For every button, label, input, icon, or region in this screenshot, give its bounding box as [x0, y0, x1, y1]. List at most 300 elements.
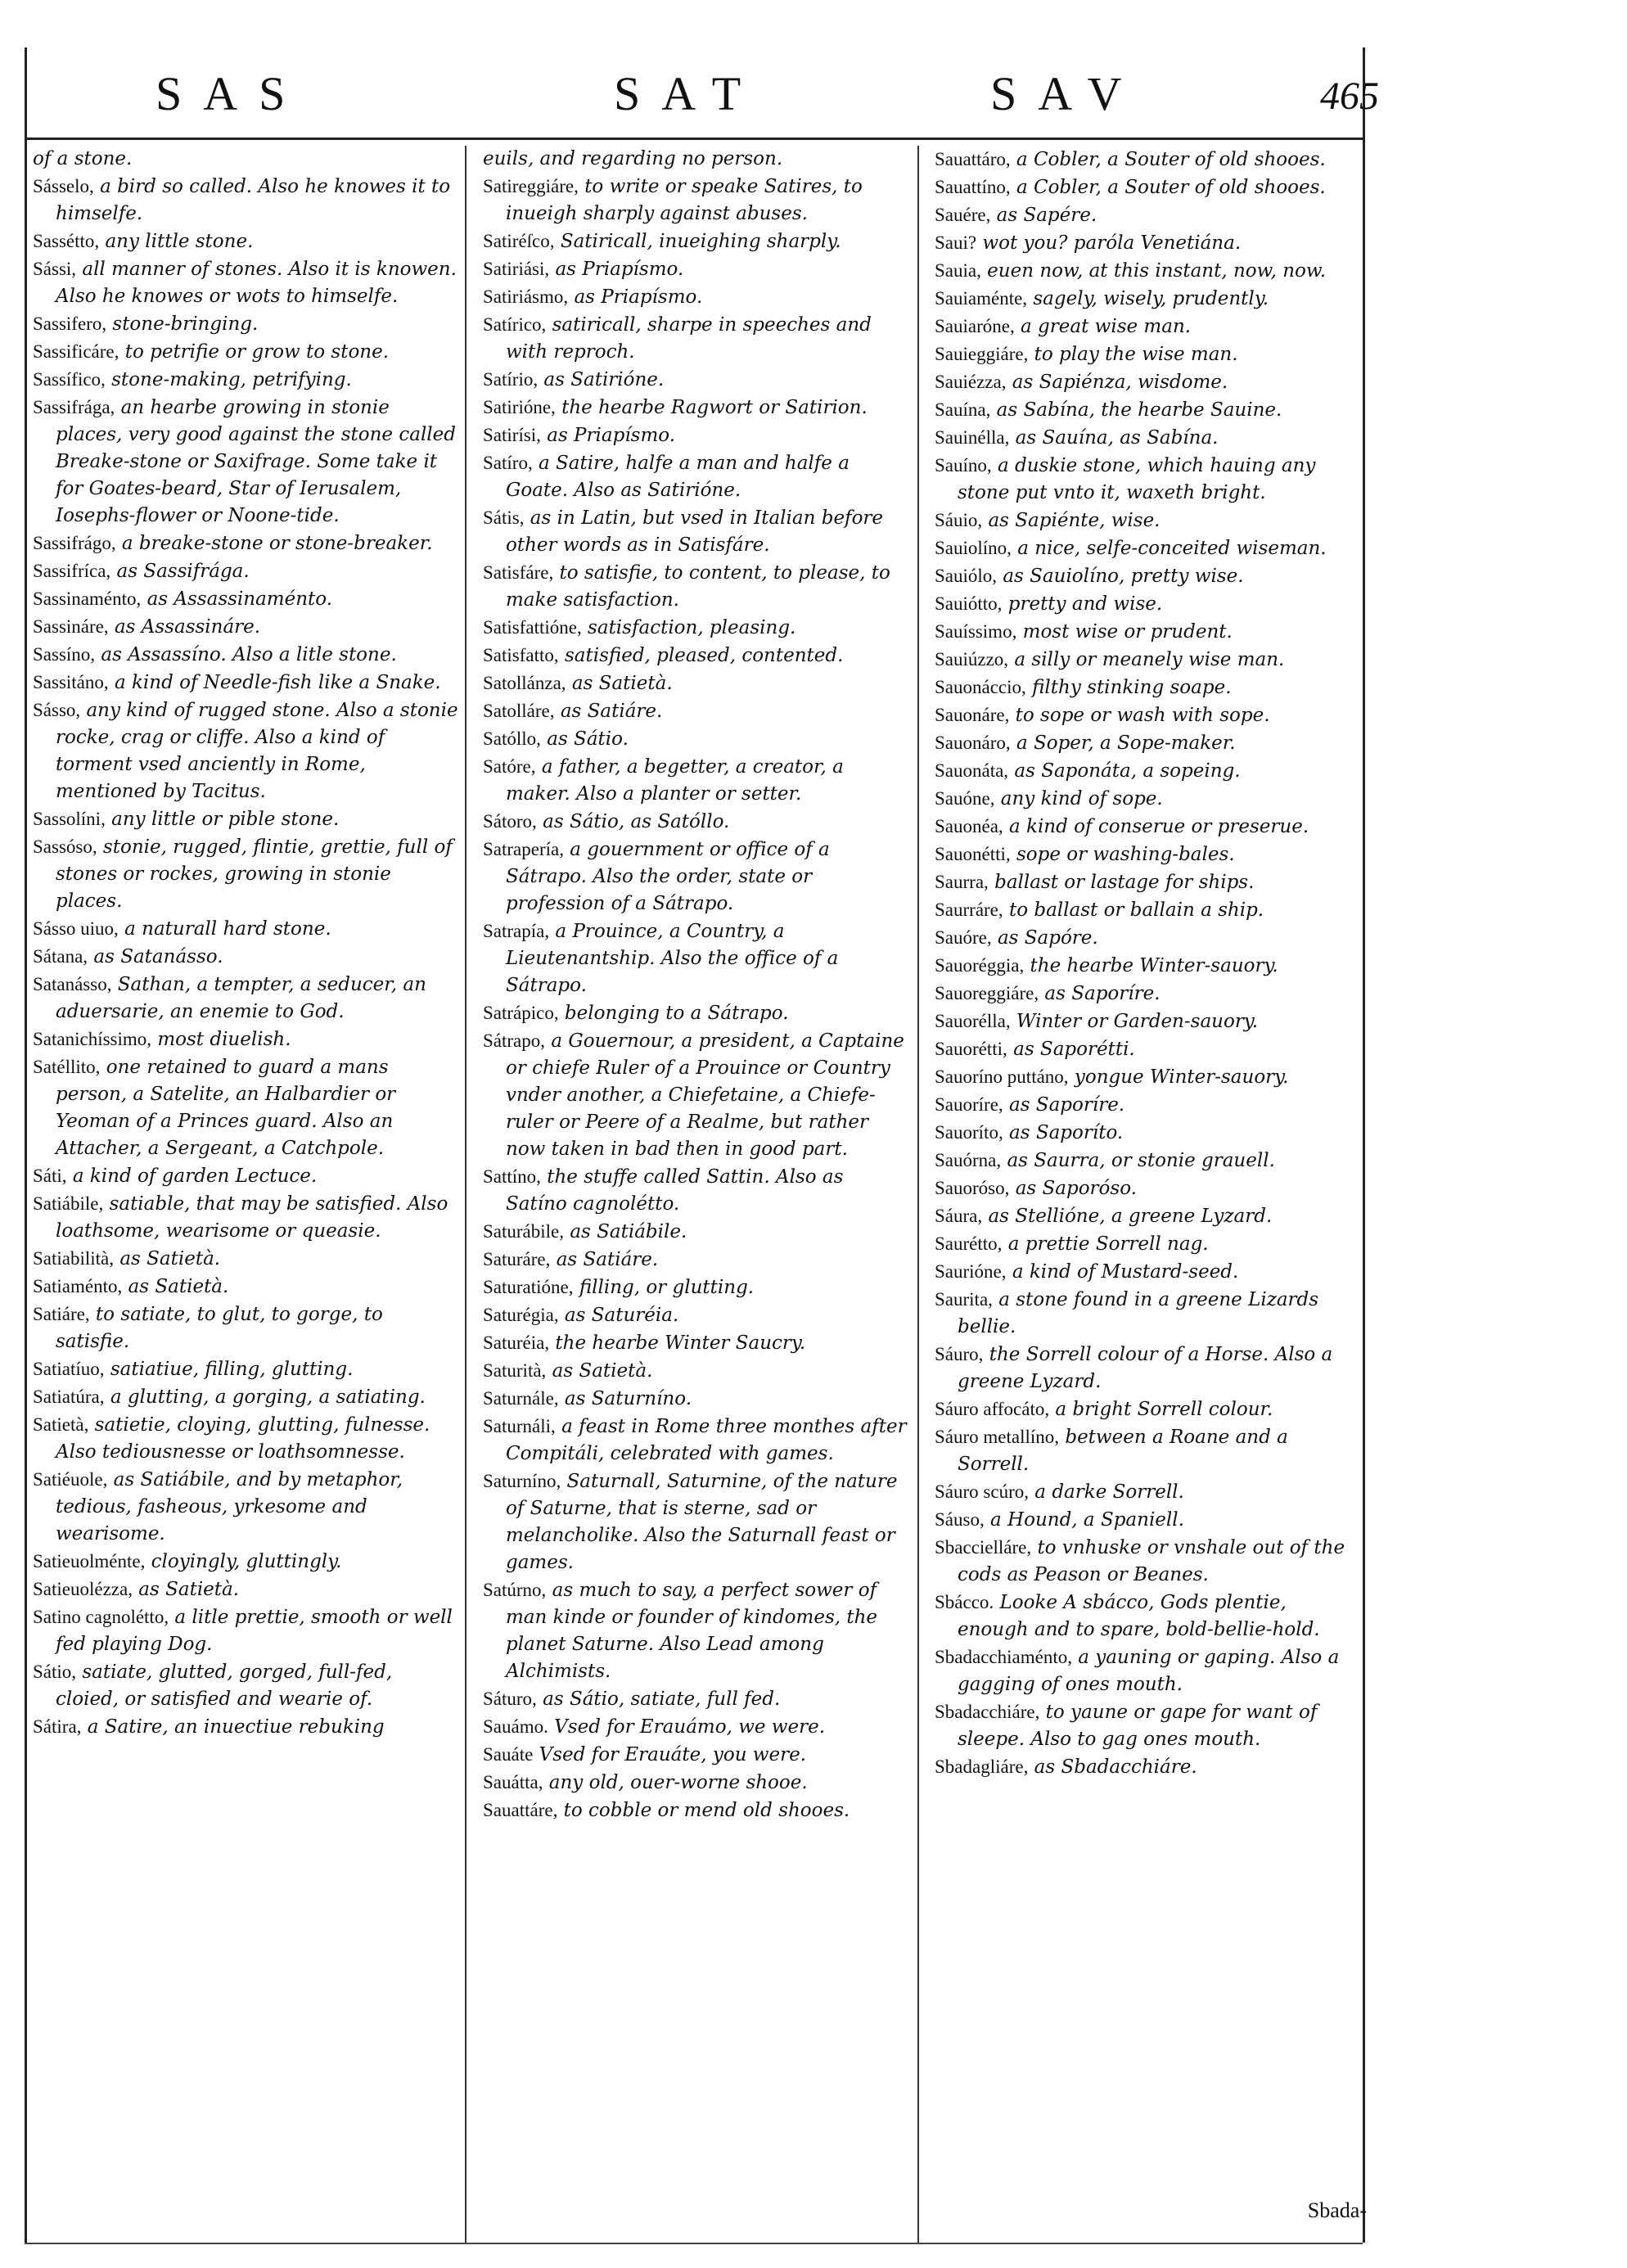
definition: a nice, selfe-conceited wiseman. — [1017, 538, 1327, 559]
definition: as in Latin, but vsed in Italian before other words as in Satisfáre. — [506, 507, 884, 556]
dictionary-entry — [483, 366, 908, 394]
headword: Sbadacchiáre, — [935, 1702, 1040, 1722]
headword: Satisfatto, — [483, 645, 559, 665]
headword: Sáuso, — [935, 1509, 985, 1530]
headword: Satúrno, — [483, 1580, 547, 1600]
dictionary-entry — [33, 310, 458, 338]
headword: Satiatíuo, — [33, 1359, 105, 1379]
definition: a kind of Mustard-seed. — [1012, 1261, 1239, 1283]
definition: Satiricall, inueighing sharply. — [560, 231, 841, 252]
dictionary-entry — [935, 146, 1360, 174]
column-left — [33, 146, 458, 2241]
dictionary-entry — [33, 613, 458, 641]
headword: Satietà, — [33, 1414, 89, 1435]
headword: Satrapería, — [483, 839, 564, 859]
dictionary-entry — [483, 1385, 908, 1413]
definition: as much to say, a perfect sower of man kinde or founder of kindomes, the planet Saturne. Also Lead among Alchimists. — [506, 1580, 878, 1682]
dictionary-entry — [935, 452, 1360, 507]
headword: Saurióne, — [935, 1261, 1007, 1282]
headword: Saturnáli, — [483, 1416, 556, 1436]
dictionary-entry — [935, 534, 1360, 562]
headword: Satieuolménte, — [33, 1551, 146, 1571]
dictionary-entry — [33, 1301, 458, 1355]
definition: a Hound, a Spaniell. — [990, 1509, 1184, 1531]
headword: Sauieggiáre, — [935, 344, 1029, 364]
definition: satietie, cloying, glutting, fulnesse. Also tediousnesse or loathsomnesse. — [56, 1414, 430, 1463]
definition: as Sabína, the hearbe Sauine. — [996, 399, 1282, 421]
definition: Winter or Garden-sauory. — [1016, 1011, 1259, 1032]
headword: Satiatúra, — [33, 1387, 105, 1407]
headword: Sauattáre, — [483, 1800, 558, 1820]
headword: Sassifero, — [33, 313, 107, 334]
headword: Sassifrágo, — [33, 533, 116, 553]
dictionary-entry — [935, 1230, 1360, 1258]
dictionary-entry — [935, 174, 1360, 201]
definition: as Sapóre. — [997, 927, 1098, 949]
headword: Sassinaménto, — [33, 588, 142, 609]
dictionary-entry — [33, 366, 458, 394]
headword: Sáti, — [33, 1166, 67, 1186]
dictionary-entry — [483, 1274, 908, 1301]
headword: Sassitáno, — [33, 672, 109, 692]
headword: Sauorétti, — [935, 1039, 1007, 1059]
headword: Satírico, — [483, 314, 547, 335]
dictionary-entry — [935, 841, 1360, 868]
headword: Sauíssimo, — [935, 621, 1017, 642]
dictionary-entry — [935, 590, 1360, 618]
definition: cloyingly, gluttingly. — [151, 1551, 342, 1572]
definition: satiatiue, filling, glutting. — [110, 1359, 354, 1380]
dictionary-entry — [33, 697, 458, 805]
headword: Sauóne, — [935, 788, 995, 809]
dictionary-entry — [483, 1329, 908, 1357]
dictionary-entry — [33, 228, 458, 255]
guide-word-middle: SAT — [614, 67, 763, 120]
definition: ballast or lastage for ships. — [994, 872, 1255, 893]
headword: Sauátta, — [483, 1772, 543, 1792]
dictionary-entry — [483, 999, 908, 1027]
definition: satisfaction, pleasing. — [588, 617, 796, 638]
headword: Satanichíssimo, — [33, 1029, 152, 1049]
headword: Sáuro metallíno, — [935, 1427, 1060, 1447]
dictionary-entry — [483, 504, 908, 559]
guide-word-right: SAV — [990, 67, 1143, 120]
dictionary-entry — [483, 642, 908, 670]
column-divider — [917, 146, 919, 2243]
definition: a litle prettie, smooth or well fed playing Dog. — [56, 1607, 453, 1655]
dictionary-entry — [483, 614, 908, 642]
dictionary-entry — [33, 1383, 458, 1411]
headword: Sauonáro, — [935, 733, 1011, 753]
definition: as Saponáta, a sopeing. — [1014, 760, 1241, 782]
definition: as Stellióne, a greene Lyzard. — [988, 1206, 1273, 1227]
headword: Satóre, — [483, 756, 536, 777]
headword: Sauoríto, — [935, 1122, 1003, 1143]
headword: Satolláre, — [483, 701, 555, 721]
dictionary-entry — [33, 669, 458, 697]
headword: Satiabilità, — [33, 1248, 115, 1269]
definition: between a Roane and a Sorrell. — [958, 1427, 1288, 1475]
headword: Sassináre, — [33, 616, 109, 637]
definition: a stone found in a greene Lizards bellie. — [958, 1289, 1319, 1337]
dictionary-entry — [483, 1027, 908, 1163]
dictionary-entry — [483, 1468, 908, 1576]
definition: a feast in Rome three monthes after Compitáli, celebrated with games. — [506, 1416, 907, 1464]
dictionary-entry — [33, 1411, 458, 1466]
headword: Sássi, — [33, 259, 77, 279]
dictionary-entry — [935, 1091, 1360, 1119]
dictionary-entry — [935, 1423, 1360, 1478]
definition: Vsed for Erauáte, you were. — [539, 1744, 807, 1765]
definition: most wise or prudent. — [1022, 621, 1233, 643]
headword: Sauiézza, — [935, 372, 1007, 392]
definition: the Sorrell colour of a Horse. Also a greene Lyzard. — [958, 1344, 1333, 1392]
definition: as Priapísmo. — [555, 259, 684, 280]
dictionary-entry — [483, 808, 908, 836]
page-number: 465 — [1320, 74, 1379, 118]
headword: Sbaccielláre, — [935, 1537, 1032, 1558]
dictionary-entry — [483, 1576, 908, 1685]
definition: one retained to guard a mans person, a Satelite, an Halbardier or Yeoman of a Princes guard. Also an Attacher, a Sergeant, a Catchpole. — [56, 1057, 396, 1159]
dictionary-entry — [483, 255, 908, 283]
dictionary-entry — [33, 146, 458, 173]
definition: to petrifie or grow to stone. — [124, 341, 390, 363]
definition: as Sbadacchiáre. — [1034, 1756, 1197, 1778]
dictionary-entry — [33, 394, 458, 530]
definition: any kind of rugged stone. Also a stonie rocke, crag or cliffe. Also a kind of torment vsed anciently in Rome, mentioned by Tacitus. — [56, 700, 458, 802]
headword: Sauiaróne, — [935, 316, 1015, 336]
dictionary-entry — [483, 449, 908, 504]
definition: as Sauína, as Sabína. — [1015, 427, 1219, 449]
dictionary-entry — [483, 670, 908, 697]
dictionary-entry — [33, 1162, 458, 1190]
headword: Sassóso, — [33, 836, 97, 857]
definition: a great wise man. — [1021, 316, 1192, 337]
headword: Satireggiáre, — [483, 176, 579, 196]
headword: Saui? — [935, 232, 977, 253]
definition: a bird so called. Also he knowes it to himselfe. — [56, 176, 451, 224]
headword: Satino cagnolétto, — [33, 1607, 169, 1627]
headword: Sauiólo, — [935, 566, 998, 586]
definition: a naturall hard stone. — [124, 918, 331, 940]
headword: Saurra, — [935, 872, 989, 892]
definition: as Sauiolíno, pretty wise. — [1003, 566, 1244, 587]
dictionary-entry — [33, 530, 458, 557]
definition: to satisfie, to content, to please, to make satisfaction. — [506, 562, 890, 611]
headword: Sauórna, — [935, 1150, 1002, 1170]
dictionary-entry — [483, 1797, 908, 1824]
definition: as Satiábile. — [570, 1221, 687, 1242]
headword: Sauére, — [935, 205, 991, 225]
headword: Sauiaménte, — [935, 288, 1028, 309]
headword: Saurétto, — [935, 1233, 1003, 1254]
dictionary-entry — [935, 1698, 1360, 1753]
headword: Satanásso, — [33, 974, 112, 994]
definition: a darke Sorrell. — [1034, 1481, 1184, 1503]
headword: Sátira, — [33, 1716, 82, 1737]
headword: Sauinélla, — [935, 427, 1010, 448]
dictionary-entry — [33, 255, 458, 310]
dictionary-entry — [935, 618, 1360, 646]
definition: as Saturéia. — [564, 1305, 679, 1326]
definition: a breake-stone or stone-breaker. — [121, 533, 433, 554]
dictionary-entry — [33, 1548, 458, 1576]
footer-rule — [25, 2243, 1363, 2244]
definition: most diuelish. — [157, 1029, 291, 1050]
headword: Sbácco. — [935, 1592, 994, 1612]
headword: Sauíno, — [935, 455, 992, 476]
headword: Sauonáccio, — [935, 677, 1026, 697]
dictionary-entry — [483, 1769, 908, 1797]
dictionary-entry — [935, 1534, 1360, 1589]
dictionary-entry — [935, 785, 1360, 813]
dictionary-entry — [483, 1741, 908, 1769]
headword: Satiéuole, — [33, 1469, 108, 1490]
dictionary-entry — [935, 396, 1360, 424]
definition: as Satiáre. — [556, 1249, 659, 1270]
headword: Sátana, — [33, 946, 88, 967]
header-rule — [25, 138, 1363, 140]
dictionary-entry — [935, 1119, 1360, 1147]
definition: belonging to a Sátrapo. — [564, 1003, 789, 1024]
definition: a prettie Sorrell nag. — [1007, 1233, 1209, 1255]
headword: Sassífico, — [33, 369, 106, 390]
definition: to play the wise man. — [1034, 344, 1238, 365]
dictionary-entry — [935, 1147, 1360, 1175]
definition: to vnhuske or vnshale out of the cods as Peason or Beanes. — [958, 1537, 1345, 1585]
headword: Satiáre, — [33, 1304, 90, 1324]
headword: Sauámo. — [483, 1716, 548, 1737]
headword: Sbadagliáre, — [935, 1756, 1029, 1777]
definition: as Sapére. — [996, 205, 1097, 226]
dictionary-entry — [33, 805, 458, 833]
definition: the hearbe Winter-sauory. — [1030, 955, 1278, 976]
dictionary-entry — [33, 557, 458, 585]
headword: Sáuro affocáto, — [935, 1399, 1050, 1419]
definition: as Satietà. — [138, 1579, 240, 1600]
dictionary-entry — [483, 918, 908, 999]
definition: a yauning or gaping. Also a gagging of ones mouth. — [958, 1647, 1340, 1695]
headword: Sassificáre, — [33, 341, 119, 362]
definition: any little or pible stone. — [111, 809, 340, 830]
headword: Sassíno, — [33, 644, 96, 665]
column-middle — [483, 146, 908, 2241]
definition: the hearbe Winter Saucry. — [555, 1332, 806, 1354]
definition: a kind of conserue or preserue. — [1008, 816, 1309, 837]
dictionary-entry — [483, 725, 908, 753]
definition: as Assassinaménto. — [146, 588, 333, 610]
dictionary-entry — [935, 340, 1360, 368]
headword: Sátrapo, — [483, 1030, 546, 1051]
headword: Satisfattióne, — [483, 617, 582, 638]
definition: as Sátio, as Satóllo. — [543, 811, 730, 832]
definition: to satiate, to glut, to gorge, to satisfie. — [56, 1304, 383, 1352]
dictionary-entry — [483, 146, 908, 173]
headword: Saturníno, — [483, 1471, 561, 1491]
headword: Sásselo, — [33, 176, 94, 196]
definition: as Satietà. — [571, 673, 673, 694]
definition: stone-making, petrifying. — [111, 369, 352, 390]
definition: as Saporétti. — [1013, 1039, 1135, 1060]
definition: all manner of stones. Also it is knowen. Also he knowes or wots to himselfe. — [56, 259, 457, 307]
definition: of a stone. — [33, 148, 133, 169]
headword: Sauáte — [483, 1744, 534, 1765]
dictionary-entry — [935, 757, 1360, 785]
dictionary-entry — [935, 1286, 1360, 1341]
dictionary-entry — [33, 1053, 458, 1162]
headword: Satiaménto, — [33, 1276, 123, 1296]
headword: Satrapía, — [483, 921, 550, 941]
definition: as Saporíre. — [1008, 1094, 1125, 1116]
headword: Sassifríca, — [33, 561, 111, 581]
headword: Satírio, — [483, 369, 539, 390]
dictionary-entry — [483, 1246, 908, 1274]
definition: to sope or wash with sope. — [1015, 705, 1270, 726]
headword: Sauonáre, — [935, 705, 1010, 725]
dictionary-entry — [483, 1163, 908, 1218]
headword: Satíro, — [483, 453, 533, 473]
definition: a Cobler, a Souter of old shooes. — [1016, 177, 1326, 198]
definition: as Assassíno. Also a litle stone. — [101, 644, 397, 665]
definition: sope or washing-bales. — [1016, 844, 1235, 865]
headword: Sátis, — [483, 507, 525, 528]
dictionary-entry — [33, 1190, 458, 1245]
headword: Sauonéa, — [935, 816, 1003, 836]
dictionary-entry — [935, 1202, 1360, 1230]
definition: filthy stinking soape. — [1032, 677, 1232, 698]
dictionary-entry — [33, 1603, 458, 1658]
definition: euils, and regarding no person. — [483, 148, 783, 169]
dictionary-entry — [33, 1026, 458, 1053]
headword: Sauoróso, — [935, 1178, 1010, 1198]
definition: a Satire, an inuectiue rebuking — [87, 1716, 385, 1738]
definition: a duskie stone, which hauing any stone put vnto it, waxeth bright. — [958, 455, 1316, 503]
definition: a glutting, a gorging, a satiating. — [110, 1387, 426, 1408]
dictionary-entry — [935, 646, 1360, 674]
dictionary-entry — [935, 1644, 1360, 1698]
dictionary-entry — [935, 701, 1360, 729]
headword: Sáuro scúro, — [935, 1481, 1029, 1502]
definition: as Satietà. — [128, 1276, 229, 1297]
definition: a kind of Needle-fish like a Snake. — [114, 672, 441, 693]
dictionary-entry — [33, 585, 458, 613]
dictionary-entry — [483, 1685, 908, 1713]
catchword: Sbada- — [1307, 2198, 1367, 2222]
definition: as Priapísmo. — [547, 425, 676, 446]
definition: wot you? paróla Venetiána. — [982, 232, 1242, 254]
dictionary-entry — [483, 311, 908, 366]
definition: satisfied, pleased, contented. — [564, 645, 844, 666]
dictionary-entry — [483, 1713, 908, 1741]
definition: as Sassifrága. — [116, 561, 250, 582]
dictionary-entry — [935, 1506, 1360, 1534]
dictionary-entry — [935, 313, 1360, 340]
dictionary-entry — [33, 1576, 458, 1603]
definition: a father, a begetter, a creator, a maker. Also a planter or setter. — [506, 756, 844, 805]
dictionary-entry — [935, 257, 1360, 285]
dictionary-entry — [33, 833, 458, 915]
headword: Sauia, — [935, 260, 981, 281]
headword: Saturáre, — [483, 1249, 551, 1269]
definition: an hearbe growing in stonie places, very good against the stone called Breake-stone or Saxifrage. Some take it for Goates-beard, Star of Ierusalem, Iosephs-flower or Noone-tide. — [56, 397, 456, 526]
dictionary-entry — [33, 1355, 458, 1383]
definition: satiate, glutted, gorged, full-fed, cloied, or satisfied and wearie of. — [56, 1662, 393, 1710]
definition: as Saturníno. — [564, 1388, 692, 1409]
definition: satiricall, sharpe in speeches and with reproch. — [506, 314, 872, 363]
definition: as Sapiénte, wise. — [988, 510, 1161, 531]
dictionary-entry — [483, 697, 908, 725]
column-right — [935, 146, 1360, 2241]
definition: Looke A sbácco, Gods plentie, enough and to spare, bold-bellie-hold. — [958, 1592, 1320, 1640]
headword: Sáuio, — [935, 510, 983, 530]
dictionary-entry — [483, 559, 908, 614]
definition: to ballast or ballain a ship. — [1008, 900, 1264, 921]
headword: Satieuolézza, — [33, 1579, 133, 1599]
dictionary-entry — [483, 1218, 908, 1246]
dictionary-entry — [33, 1245, 458, 1273]
dictionary-entry — [483, 836, 908, 918]
definition: yongue Winter-sauory. — [1074, 1066, 1289, 1088]
dictionary-entry — [483, 283, 908, 311]
dictionary-entry — [935, 562, 1360, 590]
dictionary-entry — [483, 173, 908, 228]
dictionary-entry — [935, 1589, 1360, 1644]
dictionary-entry — [483, 1413, 908, 1468]
headword: Sáura, — [935, 1206, 983, 1226]
headword: Sauiótto, — [935, 593, 1003, 614]
definition: to write or speake Satires, to inueigh sharply against abuses. — [506, 176, 863, 224]
headword: Sauóre, — [935, 927, 992, 948]
headword: Sásso uiuo, — [33, 918, 119, 939]
definition: as Saurra, or stonie grauell. — [1007, 1150, 1275, 1171]
dictionary-entry — [935, 1175, 1360, 1202]
dictionary-entry — [935, 507, 1360, 534]
headword: Saturatióne, — [483, 1277, 574, 1297]
headword: Satisfáre, — [483, 562, 554, 583]
dictionary-entry — [33, 1713, 458, 1741]
dictionary-entry — [935, 229, 1360, 257]
headword: Saurráre, — [935, 900, 1003, 920]
dictionary-entry — [33, 338, 458, 366]
dictionary-entry — [935, 896, 1360, 924]
definition: as Sátio. — [547, 728, 629, 750]
definition: as Satanásso. — [93, 946, 223, 967]
definition: stonie, rugged, flintie, grettie, full of stones or rockes, growing in stonie places. — [56, 836, 453, 912]
column-divider — [465, 146, 466, 2243]
definition: a Prouince, a Country, a Lieutenantship. Also the office of a Sátrapo. — [506, 921, 839, 996]
definition: sagely, wisely, prudently. — [1033, 288, 1269, 309]
headword: Saturità, — [483, 1360, 547, 1381]
dictionary-entry — [935, 424, 1360, 452]
definition: to yaune or gape for want of sleepe. Also to gag ones mouth. — [958, 1702, 1318, 1750]
definition: a Soper, a Sope-maker. — [1016, 733, 1236, 754]
headword: Sásso, — [33, 700, 81, 720]
dictionary-entry — [935, 674, 1360, 701]
dictionary-entry — [935, 201, 1360, 229]
headword: Saturégia, — [483, 1305, 559, 1325]
dictionary-entry — [33, 1466, 458, 1548]
headword: Satiriási, — [483, 259, 550, 279]
dictionary-entry — [935, 1035, 1360, 1063]
definition: the hearbe Ragwort or Satirion. — [561, 397, 868, 418]
definition: as Saporíto. — [1009, 1122, 1124, 1143]
dictionary-entry — [33, 915, 458, 943]
headword: Sattíno, — [483, 1166, 541, 1187]
headword: Sauattáro, — [935, 149, 1011, 169]
definition: to cobble or mend old shooes. — [563, 1800, 850, 1821]
definition: a Gouernour, a president, a Captaine or chiefe Ruler of a Prouince or Country vnder another, a Chiefetaine, a Chiefe-ruler or Peere of a Realme, but rather now taken in bad then in good part. — [506, 1030, 904, 1160]
headword: Saturnále, — [483, 1388, 559, 1409]
